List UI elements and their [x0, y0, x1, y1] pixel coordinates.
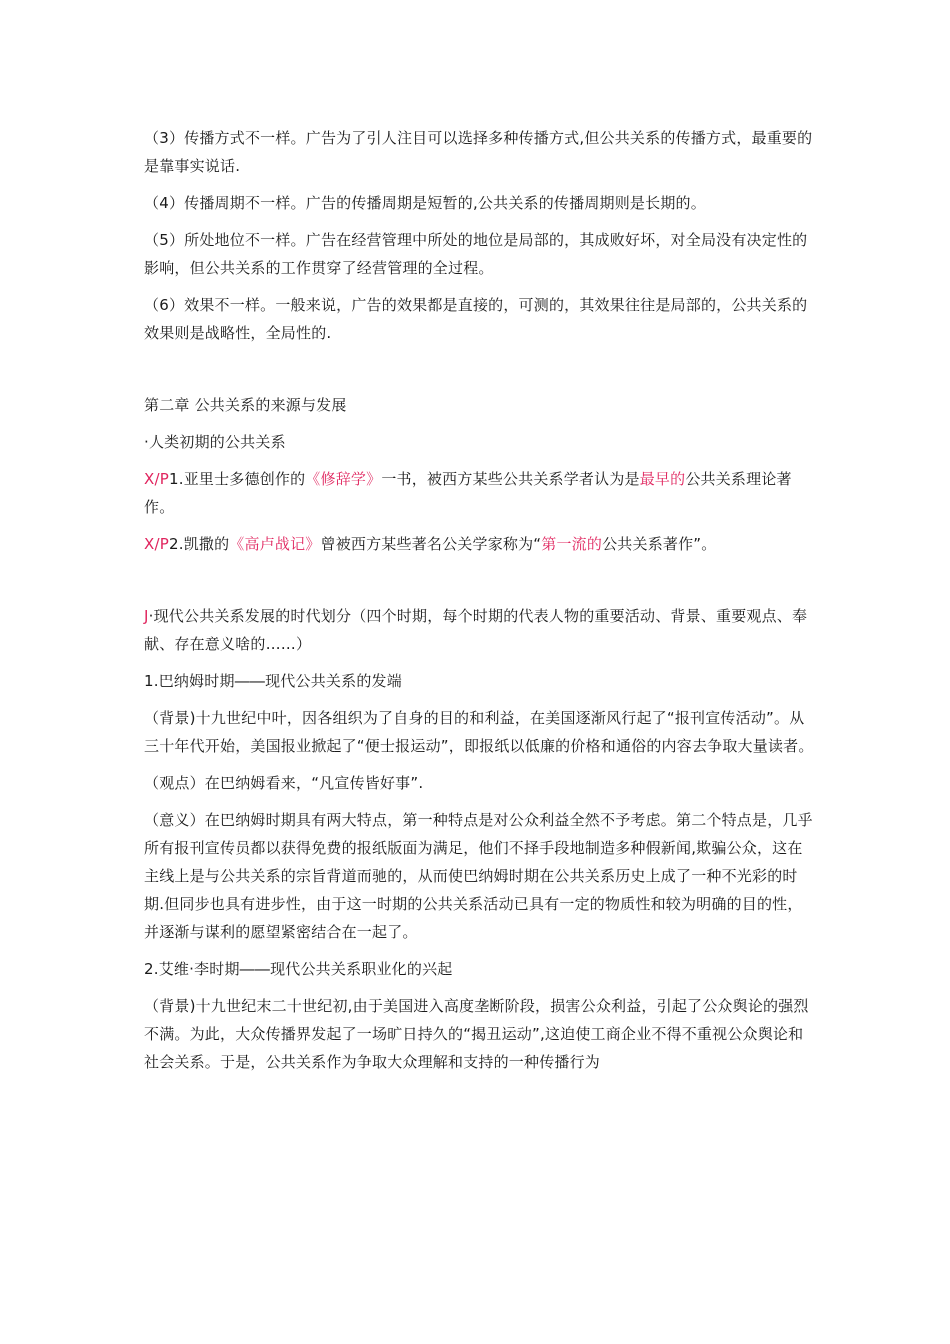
- document-page: [144, 124, 816, 1076]
- xp-tag: X/P: [144, 470, 169, 488]
- section-modern-pr: [144, 602, 816, 658]
- xp-item-gallic-war: [144, 530, 816, 558]
- xp2-number: 2.凯撒的: [168, 535, 230, 553]
- paragraph-spread-cycle: （4）传播周期不一样。广告的传播周期是短暂的,公共关系的传播周期则是长期的。: [144, 194, 706, 212]
- xp-tag: X/P: [144, 535, 169, 553]
- chapter-title: 第二章 公共关系的来源与发展: [144, 396, 347, 414]
- book-title-gallic-war: 《高卢战记》: [229, 535, 321, 553]
- xp1-middle: 一书，被西方某些公共关系学者认为是: [381, 470, 640, 488]
- period1-heading: 1.巴纳姆时期――现代公共关系的发端: [144, 672, 402, 690]
- xp1-tail: 公共关系理论著作。: [144, 470, 792, 516]
- paragraph-spread-method: （3）传播方式不一样。广告为了引人注目可以选择多种传播方式,但公共关系的传播方式，最重要的是靠事实说话.: [144, 129, 813, 175]
- xp-item-rhetoric: [144, 465, 816, 521]
- xp2-middle: 曾被西方某些著名公关学家称为“: [320, 535, 542, 553]
- period1-background: （背景)十九世纪中叶，因各组织为了自身的目的和利益，在美国逐渐风行起了“报刊宣传活动”。从三十年代开始，美国报业掀起了“便士报运动”，即报纸以低廉的价格和通俗的内容去争取大量读者。: [144, 709, 814, 755]
- xp1-number: 1.亚里士多德创作的: [168, 470, 306, 488]
- paragraph-effect: （6）效果不一样。一般来说，广告的效果都是直接的，可测的，其效果往往是局部的，公共关系的效果则是战略性，全局性的.: [144, 296, 808, 342]
- period2-background: （背景)十九世纪末二十世纪初,由于美国进入高度垄断阶段，损害公众利益，引起了公众舆论的强烈不满。为此，大众传播界发起了一场旷日持久的“揭丑运动”,这迫使工商企业不得不重视公众舆论和社会关系。于是，公共关系作为争取大众理解和支持的一种传播行为: [144, 997, 809, 1071]
- emphasis-earliest: 最早的: [639, 470, 686, 488]
- emphasis-first-class: 第一流的: [541, 535, 603, 553]
- period1-meaning: （意义）在巴纳姆时期具有两大特点，第一种特点是对公众利益全然不予考虑。第二个特点是，几乎所有报刊宣传员都以获得免费的报纸版面为满足，他们不择手段地制造多种假新闻,欺骗公众，这在主线上是与公共关系的宗旨背道而驰的，从而使巴纳姆时期在公共关系历史上成了一种不光彩的时期.但同步也具有进步性，由于这一时期的公共关系活动已具有一定的物质性和较为明确的目的性，并逐渐与谋利的愿望紧密结合在一起了。: [144, 811, 813, 941]
- xp2-tail: 公共关系著作”。: [602, 535, 717, 553]
- paragraph-position: （5）所处地位不一样。广告在经营管理中所处的地位是局部的，其成败好坏，对全局没有决定性的影响，但公共关系的工作贯穿了经营管理的全过程。: [144, 231, 808, 277]
- section-early-pr: ·人类初期的公共关系: [144, 433, 286, 451]
- period1-view: （观点）在巴纳姆看来，“凡宣传皆好事”.: [144, 774, 424, 792]
- period2-heading: 2.艾维·李时期――现代公共关系职业化的兴起: [144, 960, 453, 978]
- modern-text: ·现代公共关系发展的时代划分（四个时期，每个时期的代表人物的重要活动、背景、重要观点、奉献、存在意义啥的……）: [144, 607, 808, 653]
- book-title-rhetoric: 《修辞学》: [305, 470, 382, 488]
- j-tag: J: [144, 607, 149, 625]
